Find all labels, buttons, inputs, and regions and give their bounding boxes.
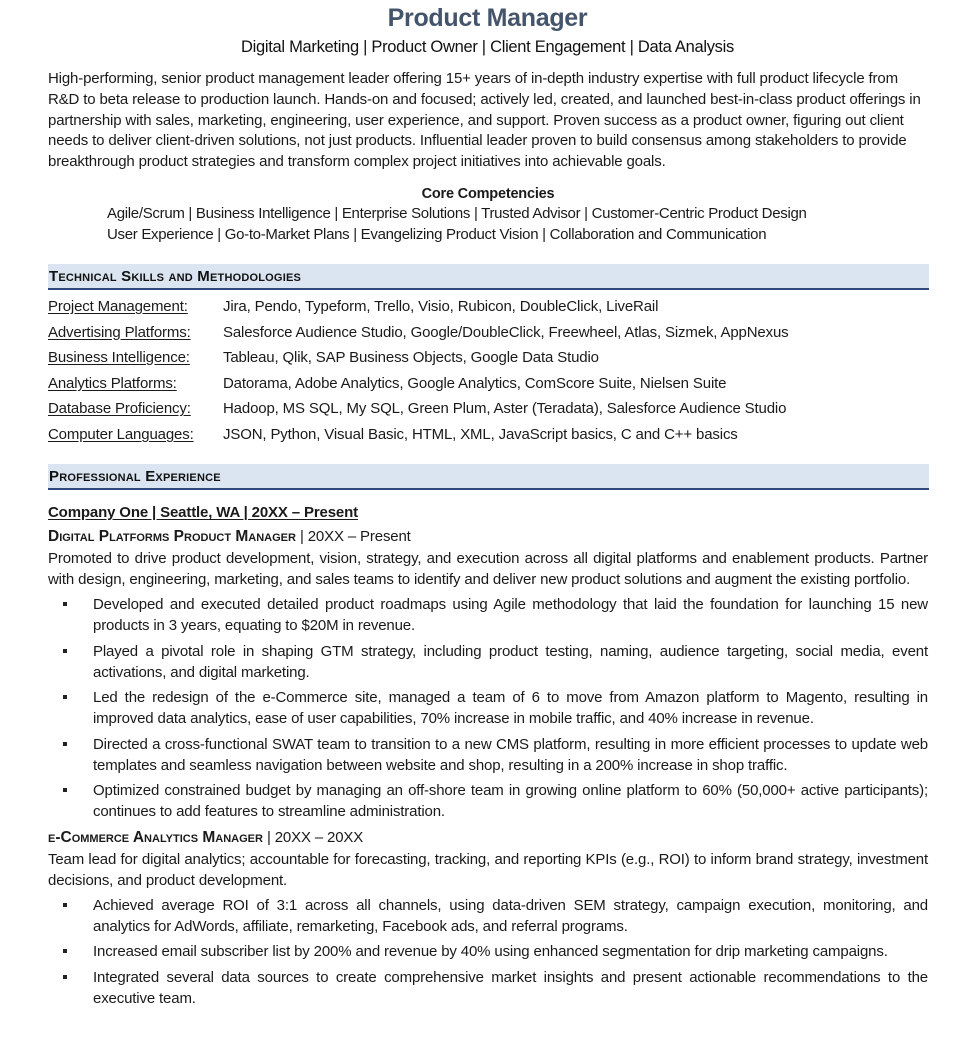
core-competencies-list: [107, 204, 927, 245]
skill-label: Analytics Platforms:: [48, 374, 177, 392]
skill-row: [48, 347, 928, 373]
achievement-item: [48, 687, 928, 729]
square-bullet-icon: [63, 975, 67, 979]
technical-skills-list: [48, 296, 928, 450]
skill-value: JSON, Python, Visual Basic, HTML, XML, JavaScript basics, C and C++ basics: [223, 425, 738, 443]
role-heading: [48, 526, 928, 548]
role-block: [48, 827, 928, 1009]
skill-value: Jira, Pendo, Typeform, Trello, Visio, Rubicon, DoubleClick, LiveRail: [223, 298, 659, 315]
role-description: Team lead for digital analytics; accountable for forecasting, tracking, and reporting KPIs (e.g., ROI) to inform brand strategy, investment decisions, and product development.: [48, 850, 928, 889]
skill-row: [48, 296, 928, 322]
achievement-item: [48, 734, 928, 776]
role-dates: | 20XX – Present: [295, 528, 411, 545]
skill-value: Salesforce Audience Studio, Google/DoubleClick, Freewheel, Atlas, Sizmek, AppNexus: [223, 323, 789, 341]
role-title: Digital Platforms Product Manager: [48, 528, 296, 545]
achievement-text: Achieved average ROI of 3:1 across all channels, using data-driven SEM strategy, campaign execution, monitoring, and analytics for AdWords, affiliate, remarketing, Facebook ads, and referral programs.: [93, 896, 928, 935]
skill-row: [48, 322, 928, 348]
skill-row: [48, 424, 928, 450]
skill-label: Database Proficiency:: [48, 400, 191, 418]
achievement-text: Optimized constrained budget by managing an off-shore team in growing online platform to 60% (50,000+ active participants); continues to add features to streamline administration.: [93, 782, 928, 820]
achievement-text: Directed a cross-functional SWAT team to transition to a new CMS platform, resulting in more efficient processes to update web templates and seamless navigation between website and shop, resulting in a 200% increase in shop traffic.: [93, 735, 928, 774]
resume-title: Product Manager: [387, 4, 588, 32]
skill-label: Advertising Platforms:: [48, 323, 191, 341]
summary-paragraph: High-performing, senior product management leader offering 15+ years of in-depth industry expertise with full product lifecycle from R&D to beta release to production launch. Hands-on and focused; actively led, created, and launched best-in-class product offerings in partnership with sales, marketing, engineering, user experience, and support. Proven success as a product owner, figuring out client needs to deliver client-driven solutions, not just products. Influential leader proven to build consensus among stakeholders to provide breakthrough product strategies and transform complex project initiatives into achievable goals.: [48, 70, 921, 171]
square-bullet-icon: [63, 788, 67, 792]
core-competencies-title: Core Competencies: [421, 186, 555, 202]
skill-value: Datorama, Adobe Analytics, Google Analytics, ComScore Suite, Nielsen Suite: [223, 374, 727, 392]
achievement-text: Developed and executed detailed product roadmaps using Agile methodology that laid the foundation for launching 15 new products in 3 years, equating to $20M in revenue.: [93, 596, 928, 634]
role-description: Promoted to drive product development, vision, strategy, and execution across all digital platforms and enablement products. Partner with design, engineering, marketing, and sales teams to identify and deliver new product solutions and augment the existing portfolio.: [48, 550, 928, 588]
company-heading: Company One | Seattle, WA | 20XX – Present: [48, 504, 358, 521]
skill-label: Computer Languages:: [48, 425, 194, 443]
skill-value: Tableau, Qlik, SAP Business Objects, Google Data Studio: [223, 349, 599, 367]
skill-row: [48, 398, 928, 424]
square-bullet-icon: [63, 602, 67, 606]
achievement-item: [48, 641, 928, 683]
skill-label: Business Intelligence:: [48, 349, 190, 367]
achievement-list: [48, 895, 928, 1009]
achievement-list: [48, 594, 928, 822]
achievement-text: Played a pivotal role in shaping GTM strategy, including product testing, naming, audience targeting, social media, event activations, and digital marketing.: [93, 642, 928, 681]
square-bullet-icon: [63, 742, 67, 746]
role-heading: [48, 827, 928, 849]
skill-row: [48, 373, 928, 399]
achievement-text: Led the redesign of the e-Commerce site, managed a team of 6 to move from Amazon platform to Magento, resulting in improved data analytics, ease of user capabilities, 70% increase in mobile traffic, and 40% increase in revenue.: [93, 689, 928, 727]
skill-label: Project Management:: [48, 298, 188, 315]
professional-experience-heading: Professional Experience: [48, 464, 929, 490]
skill-value: Hadoop, MS SQL, My SQL, Green Plum, Aster (Teradata), Salesforce Audience Studio: [223, 400, 787, 418]
square-bullet-icon: [63, 695, 67, 699]
resume-subtitle: Digital Marketing | Product Owner | Client Engagement | Data Analysis: [241, 38, 734, 56]
achievement-text: Integrated several data sources to create comprehensive market insights and present actionable recommendations to the executive team.: [93, 968, 928, 1007]
square-bullet-icon: [63, 949, 67, 953]
core-competencies-line: User Experience | Go-to-Market Plans | Evangelizing Product Vision | Collaboration and Communication: [107, 225, 767, 243]
achievement-item: [48, 895, 928, 937]
technical-skills-heading: Technical Skills and Methodologies: [48, 264, 929, 290]
role-dates: | 20XX – 20XX: [262, 828, 364, 846]
role-block: [48, 526, 928, 822]
role-title: e-Commerce Analytics Manager: [48, 828, 263, 846]
square-bullet-icon: [63, 649, 67, 653]
experience-section: [48, 502, 928, 1013]
achievement-item: [48, 780, 928, 822]
achievement-item: [48, 967, 928, 1009]
achievement-item: [48, 594, 928, 636]
achievement-text: Increased email subscriber list by 200% and revenue by 40% using enhanced segmentation for drip marketing campaigns.: [93, 943, 888, 960]
core-competencies-line: Agile/Scrum | Business Intelligence | Enterprise Solutions | Trusted Advisor | Customer-Centric Product Design: [107, 205, 807, 222]
square-bullet-icon: [63, 903, 67, 907]
achievement-item: [48, 941, 928, 962]
